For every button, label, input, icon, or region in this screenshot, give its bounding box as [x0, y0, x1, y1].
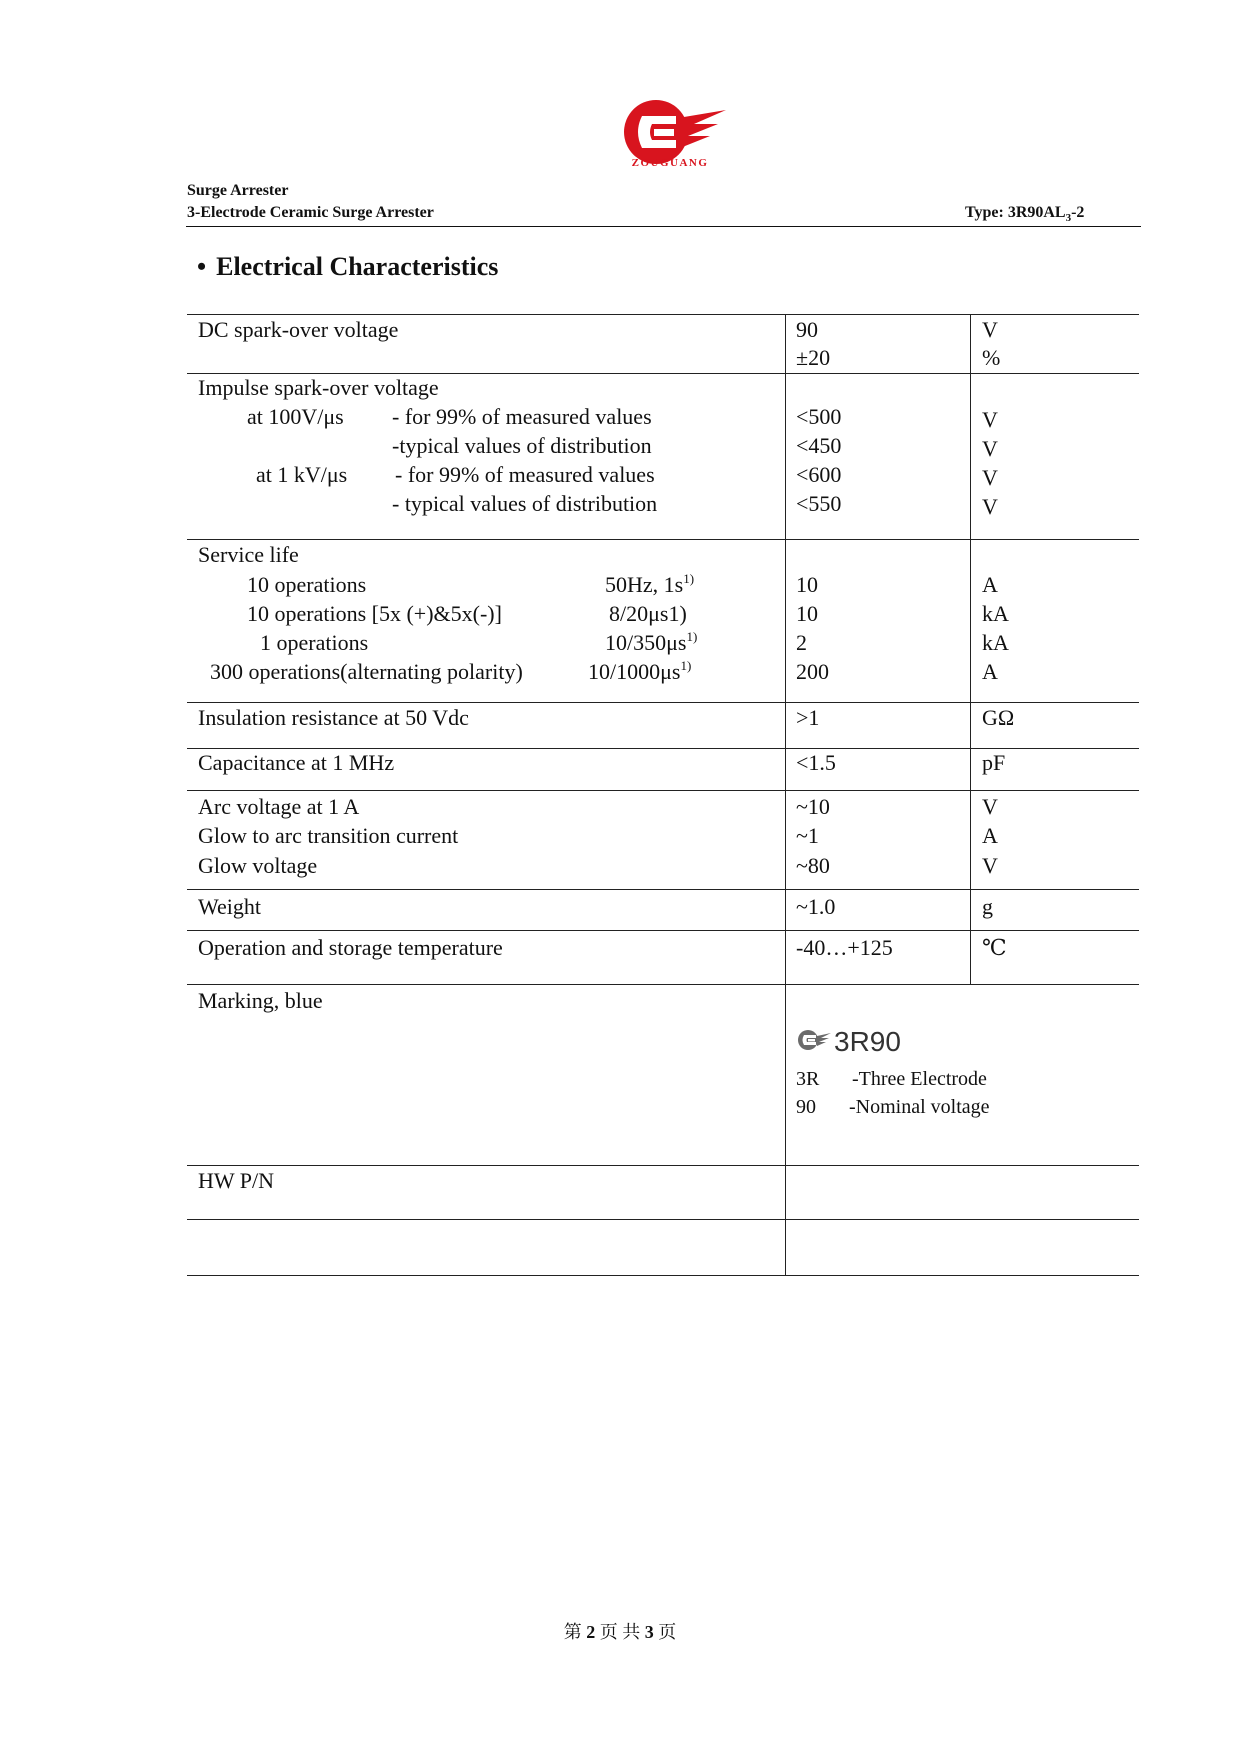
service-life-unit: A [982, 572, 998, 597]
service-life-condition: $10/350\mu s^{1)}$ [605, 629, 698, 655]
impulse-value: <600 [796, 462, 842, 487]
dc-sparkover-unit: V [982, 317, 998, 342]
weight-unit: g [982, 894, 993, 919]
dc-sparkover-tolerance-unit: % [982, 345, 1001, 370]
marking-label: Marking, blue [198, 988, 323, 1013]
temperature-label: Operation and storage temperature [198, 935, 503, 960]
impulse-unit: V [982, 494, 998, 519]
insulation-label: Insulation resistance at 50 Vdc [198, 705, 469, 730]
impulse-value: <550 [796, 491, 842, 516]
arc-voltage-value: ~10 [796, 794, 830, 819]
table-rule [187, 790, 1139, 791]
table-rule [187, 702, 1139, 703]
dc-sparkover-value: 90 [796, 317, 818, 342]
table-rule [187, 889, 1139, 890]
impulse-value: <500 [796, 404, 842, 429]
hw-pn-label: HW P/N [198, 1168, 274, 1193]
page-number: 第 2 页 共 3 页 [563, 1622, 677, 1642]
service-life-operations: 10 operations [5x (+)&5x(-)] [247, 601, 502, 626]
capacitance-unit: pF [982, 750, 1006, 775]
service-life-value: 2 [796, 630, 807, 655]
service-life-operations: 1 operations [260, 630, 369, 655]
capacitance-value: <1.5 [796, 750, 836, 775]
impulse-desc: - typical values of distribution [392, 491, 658, 516]
table-rule [187, 314, 1139, 315]
header-divider [186, 226, 1141, 227]
header-type: Type: $3R90AL_3-2$ [965, 204, 1085, 225]
capacitance-label: Capacitance at 1 MHz [198, 750, 395, 775]
marking-desc: -Nominal voltage [849, 1096, 990, 1118]
weight-label: Weight [198, 894, 261, 919]
impulse-unit: V [982, 436, 998, 461]
service-life-unit: kA [982, 601, 1009, 626]
impulse-value: <450 [796, 433, 842, 458]
table-rule [187, 539, 1139, 540]
temperature-unit: ℃ [982, 935, 1007, 960]
arc-voltage-label: Arc voltage at 1 A [198, 794, 360, 819]
arc-voltage-unit: V [982, 794, 998, 819]
section-title: • Electrical Characteristics [197, 252, 499, 281]
zouguang-mark-icon [797, 1029, 831, 1051]
table-rule [187, 373, 1139, 374]
table-rule [187, 1219, 1139, 1220]
table-rule [187, 748, 1139, 749]
service-life-condition: 8/20μs1) [609, 601, 687, 626]
glow-voltage-unit: V [982, 853, 998, 878]
impulse-label: Impulse spark-over voltage [198, 375, 439, 400]
service-life-condition: 50Hz, $1s^{1)}$ [605, 571, 695, 597]
service-life-label: Service life [198, 542, 299, 567]
dc-sparkover-label: DC spark-over voltage [198, 317, 399, 342]
service-life-value: 200 [796, 659, 829, 684]
header-product-name: 3-Electrode Ceramic Surge Arrester [187, 204, 434, 221]
glow-arc-transition-unit: A [982, 823, 998, 848]
service-life-unit: kA [982, 630, 1009, 655]
service-life-unit: A [982, 659, 998, 684]
glow-voltage-value: ~80 [796, 853, 830, 878]
header-product-line: Surge Arrester [187, 182, 289, 199]
table-rule [187, 1275, 1139, 1276]
marking-desc: -Three Electrode [852, 1068, 987, 1090]
insulation-value: >1 [796, 705, 820, 730]
service-life-operations: 10 operations [247, 572, 367, 597]
table-rule [187, 930, 1139, 931]
glow-arc-transition-label: Glow to arc transition current [198, 823, 459, 848]
impulse-desc: - for 99% of measured values [392, 404, 652, 429]
table-rule [187, 984, 1139, 985]
marking-code: 3R90 [834, 1026, 901, 1057]
marking-key: 90 [796, 1096, 816, 1118]
impulse-desc: -typical values of distribution [392, 433, 652, 458]
service-life-operations: 300 operations(alternating polarity) [210, 659, 523, 684]
table-rule [187, 1165, 1139, 1166]
glow-voltage-label: Glow voltage [198, 853, 318, 878]
impulse-desc: - for 99% of measured values [395, 462, 655, 487]
impulse-unit: V [982, 465, 998, 490]
logo-text: ZOUGUANG [631, 157, 709, 169]
table-column-divider [970, 314, 971, 984]
glow-arc-transition-value: ~1 [796, 823, 819, 848]
table-column-divider [785, 314, 786, 1275]
impulse-rate-1kv: at 1 kV/μs [256, 462, 348, 487]
service-life-value: 10 [796, 572, 818, 597]
service-life-value: 10 [796, 601, 818, 626]
impulse-rate-100v: at 100V/μs [247, 404, 344, 429]
temperature-value: -40…+125 [796, 935, 893, 960]
dc-sparkover-tolerance: ±20 [796, 345, 831, 370]
insulation-unit: GΩ [982, 705, 1015, 730]
weight-value: ~1.0 [796, 894, 836, 919]
marking-key: 3R [796, 1068, 820, 1090]
impulse-unit: V [982, 407, 998, 432]
service-life-condition: $10/1000\mu s^{1)}$ [588, 658, 692, 684]
